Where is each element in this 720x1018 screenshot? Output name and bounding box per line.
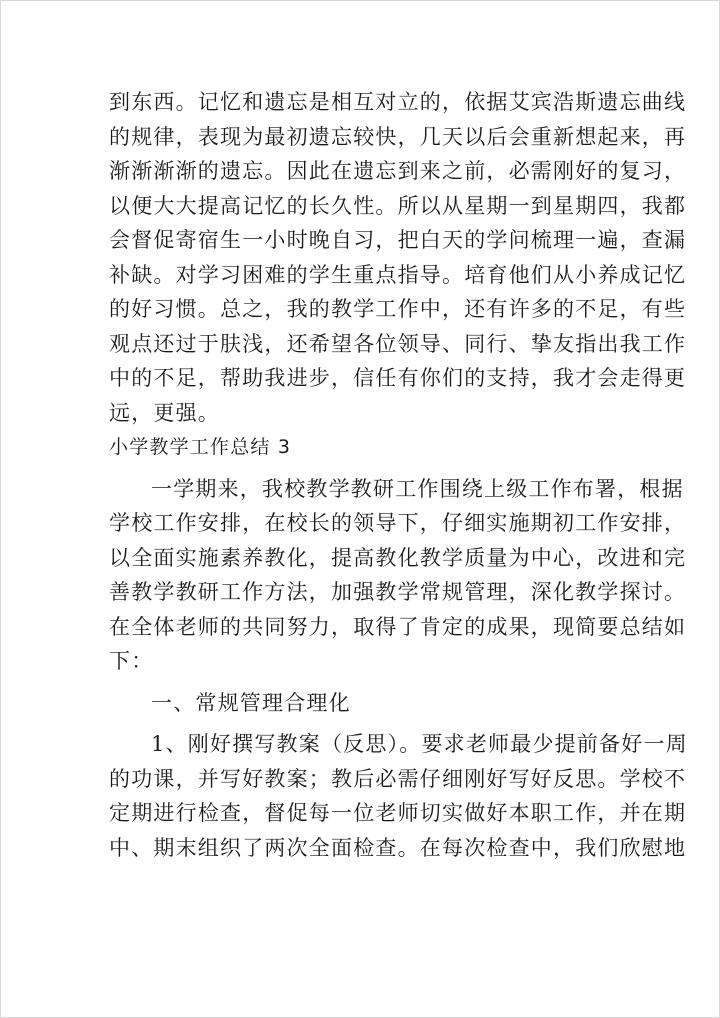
text-line: 的功课，并写好教案；教后必需仔细刚好写好反思。学校不 <box>109 766 687 791</box>
text-line: 下： <box>109 649 154 673</box>
text-line: 远，更强。 <box>109 400 220 425</box>
text-line: 善教学教研工作方法，加强教学常规管理，深化教学探讨。 <box>109 580 687 604</box>
text-line: 以便大大提高记忆的长久性。所以从星期一到星期四，我都 <box>109 193 687 218</box>
text-line: 中的不足，帮助我进步，信任有你们的支持，我才会走得更 <box>109 366 687 390</box>
text-line: 渐渐渐渐的遗忘。因此在遗忘到来之前，必需刚好的复习， <box>109 159 687 183</box>
subheading: 一、常规管理合理化 <box>151 690 351 715</box>
text-line: 观点还过于肤浅，还希望各位领导、同行、挚友指出我工作 <box>109 331 687 356</box>
text-line: 到东西。记忆和遗忘是相互对立的，依据艾宾浩斯遗忘曲线 <box>109 90 687 114</box>
text-line: 定期进行检查，督促每一位老师切实做好本职工作，并在期 <box>109 801 687 825</box>
text-line: 以全面实施素养教化，提高教化教学质量为中心，改进和完 <box>109 545 687 570</box>
text-line: 的规律，表现为最初遗忘较快，几天以后会重新想起来，再 <box>109 124 687 149</box>
text-line: 学校工作安排，在校长的领导下，仔细实施期初工作安排， <box>109 511 687 535</box>
item-paragraph <box>109 727 688 865</box>
section-title: 小学教学工作总结 3 <box>109 436 292 458</box>
text-line: 的好习惯。总之，我的教学工作中，还有许多的不足，有些 <box>109 297 687 321</box>
paragraph-continued <box>109 85 687 430</box>
text-line: 一学期来，我校教学教研工作围绕上级工作布署，根据 <box>151 476 684 501</box>
text-line: 会督促寄宿生一小时晚自习，把白天的学问梳理一遍，查漏 <box>109 228 687 252</box>
text-line: 中、期末组织了两次全面检查。在每次检查中，我们欣慰地 <box>109 835 687 860</box>
text-line: 在全体老师的共同努力，取得了肯定的成果，现简要总结如 <box>109 614 687 639</box>
intro-paragraph <box>109 472 687 679</box>
document-body <box>109 85 688 865</box>
text-line: 1、刚好撰写教案（反思）。要求老师最少提前备好一周 <box>151 732 688 756</box>
text-line: 补缺。对学习困难的学生重点指导。培育他们从小养成记忆 <box>109 262 687 287</box>
